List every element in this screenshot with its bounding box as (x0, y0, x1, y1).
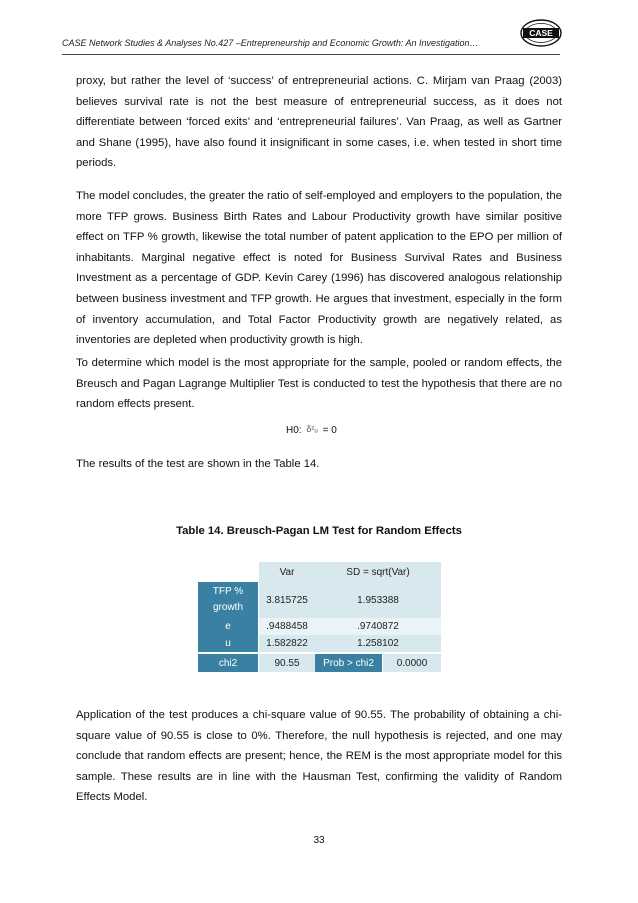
tfp-label-line2: growth (212, 602, 243, 613)
page-number: 33 (313, 835, 325, 846)
tfp-label-line1: TFP % (212, 586, 244, 597)
table-cell-var: 1.582822 (259, 635, 315, 652)
hypothesis-equation (286, 424, 337, 436)
table-cell-var: .9488458 (259, 618, 315, 635)
equation-lhs: H0: (286, 425, 302, 436)
table-cell-sd: 1.953388 (315, 582, 441, 618)
paragraph-model-choice: To determine which model is the most appropriate for the sample, pooled or random effects, the Breusch and Pagan Lagrange Multiplier Test is conducted to test the hypothesis that there are no random effects present. (76, 357, 562, 411)
header-rule (62, 54, 560, 55)
running-header: CASE Network Studies & Analyses No.427 –Entrepreneurship and Economic Growth: An Investigation… (62, 38, 479, 48)
equation-rhs: = 0 (322, 425, 337, 436)
table-prob-label: Prob > chi2 (315, 654, 383, 672)
case-logo (519, 18, 563, 48)
equation-symbol: δ²ᵤ (306, 424, 318, 434)
table-cell-var: 3.815725 (259, 582, 315, 618)
table-row-label-tfp (198, 582, 259, 618)
paragraph-model-conclusion: The model concludes, the greater the ratio of self-employed and employers to the population, the more TFP grows. Business Birth Rates and Labour Productivity growth have similar positive effect on TFP % growth, likewise the total number of patent application to the EPO per million of inhabitants. Marginal negative effect is noted for Business Survival Rates and Business Investment as a percentage of GDP. Kevin Carey (1996) has discovered analogous relationship between business investment and TFP growth. He argues that investment, especially in the form of inventory accumulation, and Total Factor Productivity growth are negatively related, as inventories are depleted when productivity growth is high. (76, 190, 562, 347)
table-row-label-e: e (198, 618, 259, 635)
logo-text: CASE (529, 28, 553, 39)
paragraph-survival-rate: proxy, but rather the level of ‘success’ of entrepreneurial actions. C. Mirjam van Praag (2003) believes survival rate is not the best measure of entrepreneurial success, as it does not differentiate between ‘forced exits’ and ‘entrepreneurial failures’. Van Praag, as well as Gartner and Shane (1995), have also found it insignificant in some cases, i.e. when tested in short time periods. (76, 75, 562, 170)
table-prob-value: 0.0000 (383, 654, 441, 672)
table-row-label-u: u (198, 635, 259, 652)
table-cell-sd: .9740872 (315, 618, 441, 635)
paragraph-results-intro: The results of the test are shown in the Table 14. (76, 458, 320, 470)
paragraph-test-application: Application of the test produces a chi-square value of 90.55. The probability of obtaining a chi-square value of 90.55 is close to 0%. Therefore, the null hypothesis is rejected, and one may conclude that random effects are present; hence, the REM is the most appropriate model for this sample. These results are in line with the Hausman Test, confirming the validity of Random Effects Model. (76, 709, 562, 804)
table-chi2-value: 90.55 (259, 654, 315, 672)
table-cell-sd: 1.258102 (315, 635, 441, 652)
table-caption: Table 14. Breusch-Pagan LM Test for Random Effects (176, 525, 462, 537)
table-chi2-label: chi2 (198, 654, 259, 672)
table-header-var: Var (259, 562, 315, 582)
table-header-sd: SD = sqrt(Var) (315, 562, 441, 582)
